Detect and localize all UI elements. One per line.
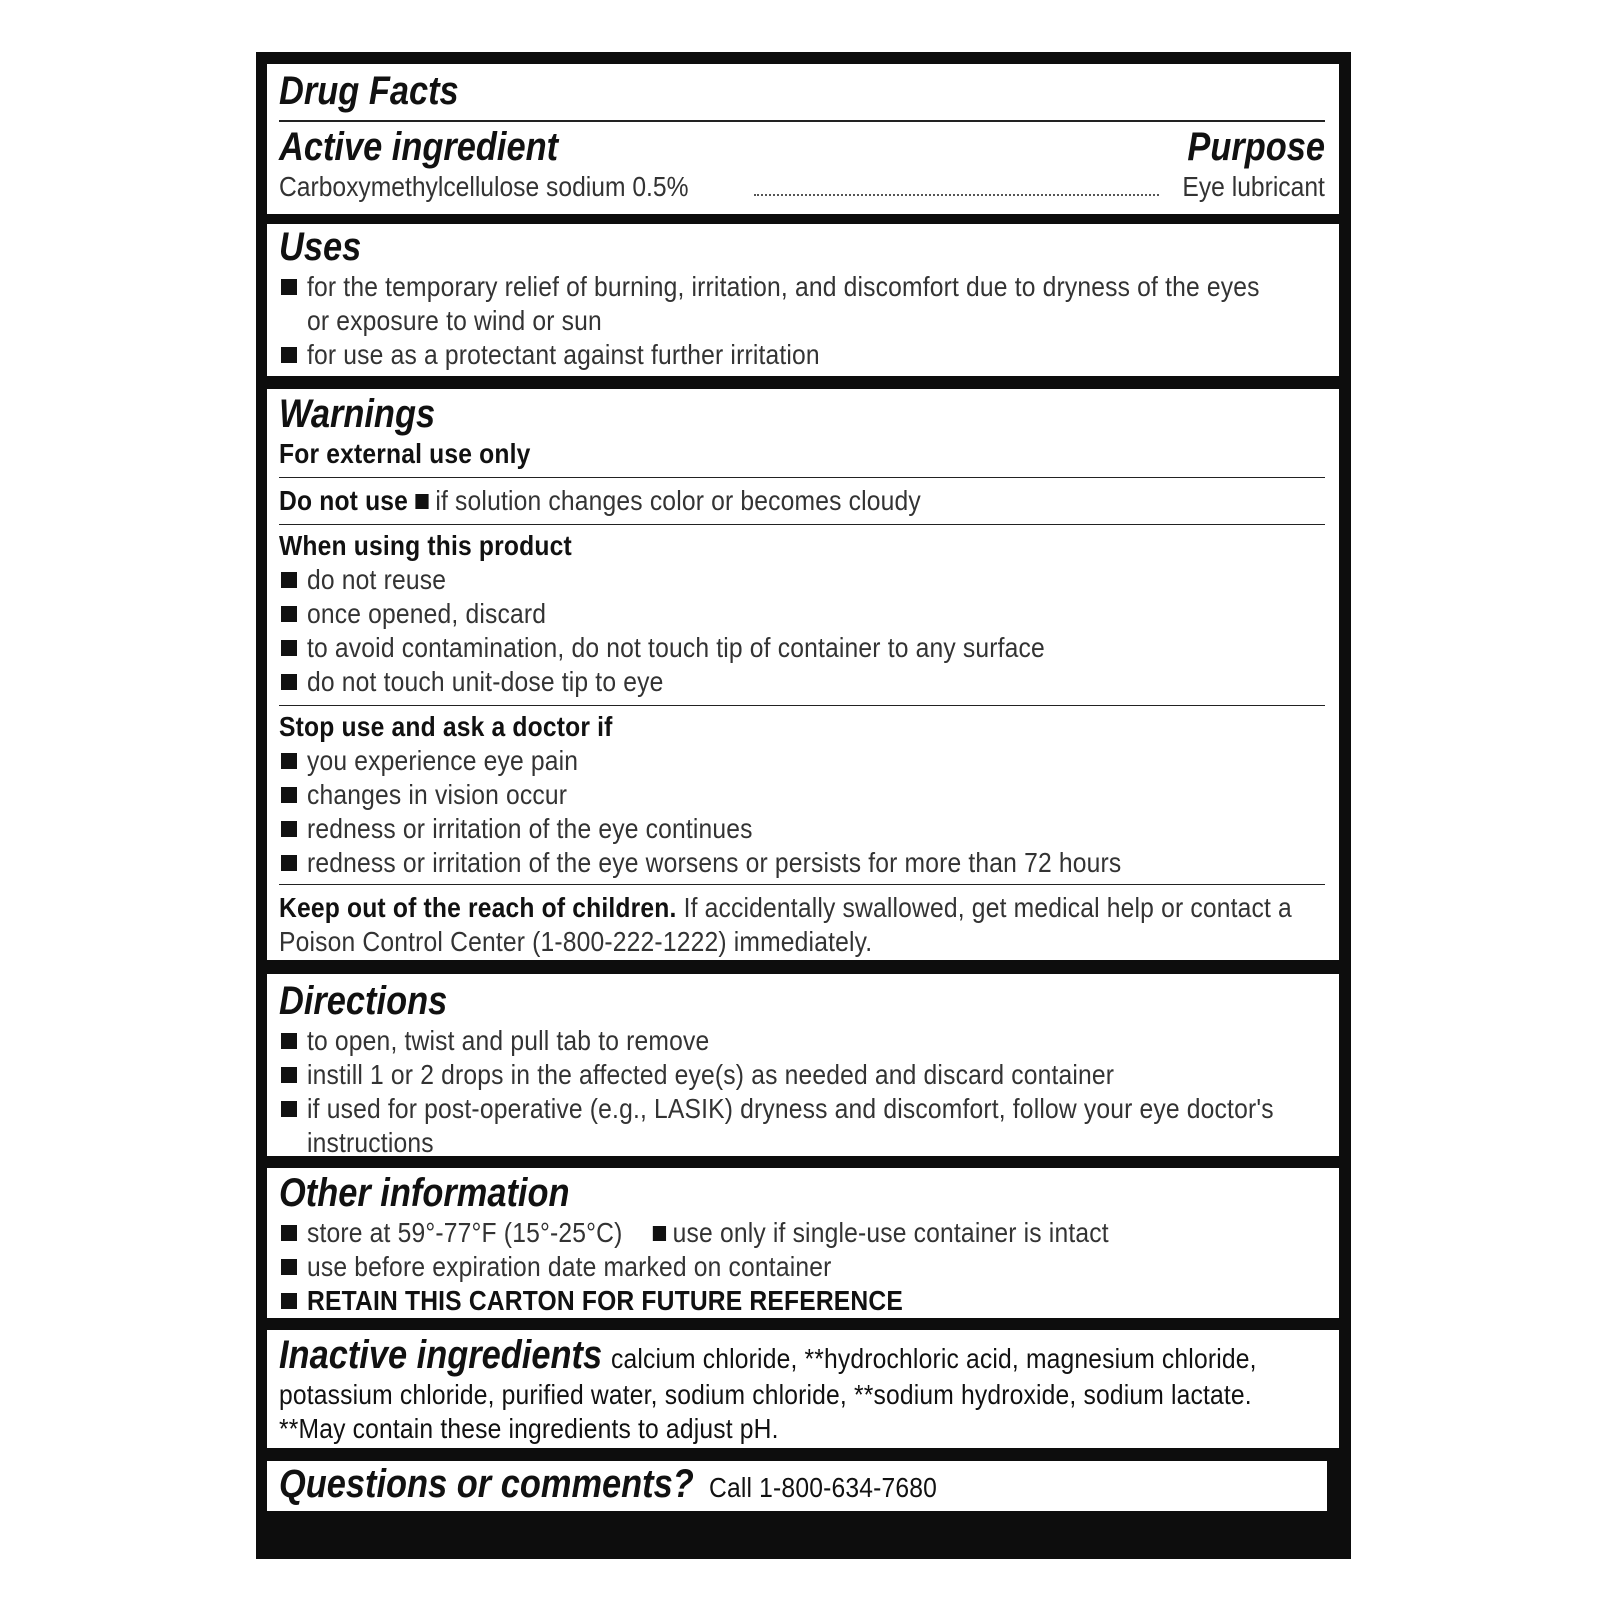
questions-section (267, 1461, 1327, 1511)
bullet-icon (281, 640, 297, 656)
bullet-icon (281, 1033, 297, 1049)
active-ingredient-heading: Active ingredient (279, 125, 559, 169)
warnings-section (267, 389, 1339, 960)
list-item: redness or irritation of the eye worsens or persists for more than 72 hours (279, 846, 1325, 880)
list-item: if used for post-operative (e.g., LASIK) dryness and discomfort, follow your eye doctor's (279, 1092, 1325, 1126)
divider (279, 884, 1325, 885)
list-item-continuation: or exposure to wind or sun (307, 305, 602, 336)
list-item: do not touch unit-dose tip to eye (279, 665, 1325, 699)
external-use-warning: For external use only (279, 438, 531, 469)
purpose-heading: Purpose (1187, 125, 1325, 169)
list-item: to avoid contamination, do not touch tip of container to any surface (279, 631, 1325, 665)
bullet-icon (281, 1225, 297, 1241)
list-item: you experience eye pain (279, 744, 1325, 778)
stop-use-heading: Stop use and ask a doctor if (279, 711, 613, 742)
inactive-ingredients-section (267, 1330, 1339, 1448)
questions-phone: Call 1-800-634-7680 (709, 1472, 938, 1503)
list-item: redness or irritation of the eye continues (279, 812, 1325, 846)
divider (279, 120, 1325, 122)
bullet-icon (281, 855, 297, 871)
list-item-continuation: instructions (307, 1127, 434, 1156)
bullet-icon (281, 606, 297, 622)
bullet-icon (281, 1101, 297, 1117)
when-using-heading: When using this product (279, 530, 572, 561)
inactive-ingredients-heading: Inactive ingredients (279, 1333, 603, 1377)
list-item: do not reuse (279, 563, 1325, 597)
warnings-heading: Warnings (279, 392, 436, 436)
bullet-icon (281, 821, 297, 837)
bullet-icon (281, 1293, 297, 1309)
list-item: for use as a protectant against further irritation (279, 338, 1325, 372)
list-item: to open, twist and pull tab to remove (279, 1024, 1325, 1058)
bullet-icon (652, 1226, 665, 1241)
list-item: RETAIN THIS CARTON FOR FUTURE REFERENCE (279, 1284, 1325, 1318)
inactive-ingredients-note: **May contain these ingredients to adjust pH. (279, 1413, 779, 1444)
list-item: once opened, discard (279, 597, 1325, 631)
bullet-icon (281, 674, 297, 690)
drug-facts-title: Drug Facts (279, 69, 459, 113)
do-not-use-line: Do not use if solution changes color or becomes cloudy (279, 485, 921, 516)
questions-heading: Questions or comments? (279, 1462, 694, 1506)
poison-control-line: Poison Control Center (1-800-222-1222) immediately. (279, 926, 873, 957)
directions-section (267, 974, 1339, 1156)
bullet-icon (281, 347, 297, 363)
bullet-icon (281, 279, 297, 295)
active-ingredient-name: Carboxymethylcellulose sodium 0.5% (279, 171, 689, 202)
list-item: changes in vision occur (279, 778, 1325, 812)
keep-out-of-reach-line: Keep out of the reach of children. If accidentally swallowed, get medical help or contact a (279, 892, 1292, 923)
directions-heading: Directions (279, 979, 448, 1023)
uses-heading: Uses (279, 225, 362, 269)
drug-facts-panel (256, 52, 1351, 1559)
inactive-ingredients-line-2: potassium chloride, purified water, sodium chloride, **sodium hydroxide, sodium lactate. (279, 1379, 1252, 1410)
bullet-icon (281, 1067, 297, 1083)
bullet-icon (281, 572, 297, 588)
leader-dots (754, 194, 1159, 196)
divider (279, 705, 1325, 706)
other-information-section (267, 1168, 1339, 1318)
divider (279, 524, 1325, 525)
active-ingredient-section (267, 64, 1339, 214)
list-item: use before expiration date marked on container (279, 1250, 1325, 1284)
list-item: for the temporary relief of burning, irritation, and discomfort due to dryness of the eyes (279, 270, 1325, 304)
inactive-ingredients-line-1: calcium chloride, **hydrochloric acid, magnesium chloride, (610, 1343, 1257, 1374)
bullet-icon (281, 753, 297, 769)
bullet-icon (415, 494, 428, 509)
bullet-icon (281, 787, 297, 803)
list-item: instill 1 or 2 drops in the affected eye(s) as needed and discard container (279, 1058, 1325, 1092)
uses-section (267, 224, 1339, 376)
active-ingredient-purpose: Eye lubricant (1182, 171, 1325, 202)
divider (279, 477, 1325, 478)
bullet-icon (281, 1259, 297, 1275)
list-item: store at 59°-77°F (15°-25°C) use only if single-use container is intact (279, 1216, 1325, 1250)
other-information-heading: Other information (279, 1171, 570, 1215)
